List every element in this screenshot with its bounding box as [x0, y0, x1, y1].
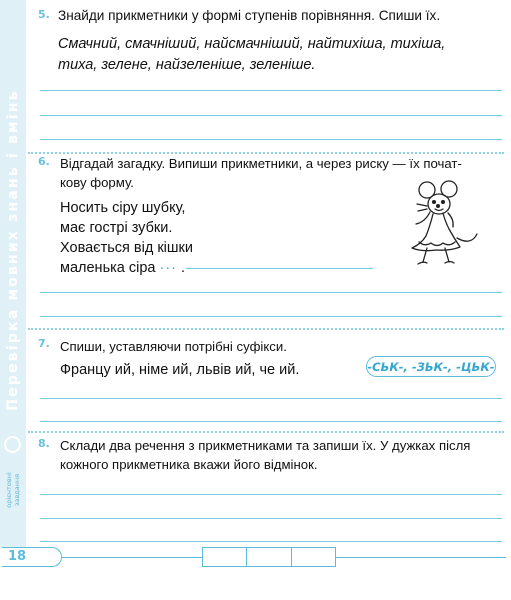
side-note-line-1: орієнтовні: [5, 472, 13, 508]
riddle-line-1: Носить сіру шубку,: [60, 200, 186, 216]
writing-line: [40, 139, 502, 140]
task-divider: [28, 328, 504, 330]
task-divider: [28, 431, 504, 433]
task-7-instruction: Спиши, уставляючи потрібні суфікси.: [60, 339, 287, 354]
task-8-instruction-line-1: Склади два речення з прикметниками та запиши їх. У дужках після: [60, 438, 471, 453]
side-circle-icon: [4, 436, 21, 453]
writing-line: [40, 292, 502, 293]
page-number: 18: [8, 549, 27, 564]
riddle-end: .: [181, 260, 186, 276]
writing-line: [40, 518, 502, 519]
writing-line: [40, 541, 502, 542]
side-band: [0, 0, 26, 548]
mouse-illustration: [405, 176, 485, 276]
task-5-example-line-2: тиха, зелене, найзеленіше, зеленіше.: [58, 57, 316, 73]
section-title: Перевірка мовних знань і вмінь: [5, 89, 21, 411]
task-5-number: 5.: [38, 8, 50, 21]
score-box[interactable]: [247, 548, 291, 566]
task-8-instruction-line-2: кожного прикметника вкажи його відмінок.: [60, 457, 318, 472]
writing-line: [40, 316, 502, 317]
task-7-example: Францу ий, німе ий, львів ий, че ий.: [60, 362, 300, 378]
riddle-line-3: Ховається від кішки: [60, 240, 193, 256]
score-box[interactable]: [292, 548, 335, 566]
writing-line: [40, 494, 502, 495]
footer-line-right: [336, 557, 506, 558]
task-6-instruction-line-1: Відгадай загадку. Випиши прикметники, а через риску — їх почат-: [60, 156, 462, 171]
writing-line: [40, 421, 502, 422]
side-note-line-2: завдання: [13, 473, 21, 507]
writing-line: [40, 398, 502, 399]
task-8-number: 8.: [38, 437, 50, 450]
riddle-line-4: [60, 258, 185, 278]
score-box[interactable]: [203, 548, 247, 566]
task-7-number: 7.: [38, 337, 50, 350]
writing-line: [40, 115, 502, 116]
riddle-line-2: має гострі зубки.: [60, 220, 173, 236]
footer-line-left: [62, 557, 202, 558]
task-5-instruction: Знайди прикметники у формі ступенів порівняння. Спиши їх.: [58, 8, 441, 23]
side-note: [5, 472, 21, 507]
score-boxes: [202, 547, 336, 567]
writing-line: [40, 90, 502, 91]
task-6-number: 6.: [38, 155, 50, 168]
riddle-line-4-text: маленька сіра: [60, 260, 156, 276]
task-6-instruction-line-2: кову форму.: [60, 175, 134, 190]
task-5-example-line-1: Смачний, смачніший, найсмачніший, найтихіша, тихіша,: [58, 36, 446, 52]
riddle-dots: ···: [159, 260, 178, 276]
answer-blank[interactable]: [186, 268, 373, 269]
suffix-badge: -СЬК-, -ЗЬК-, -ЦЬК-: [366, 356, 496, 377]
